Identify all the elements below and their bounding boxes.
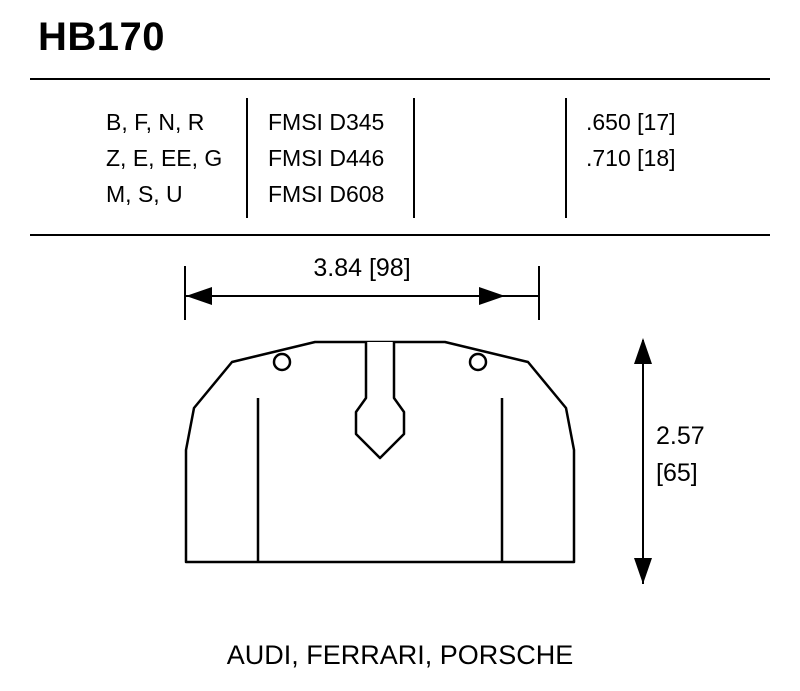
fmsi-row: FMSI D345 bbox=[268, 109, 385, 135]
fmsi-row: FMSI D608 bbox=[268, 181, 385, 207]
divider-bottom bbox=[30, 234, 770, 236]
extension-line-right bbox=[538, 266, 540, 320]
arrow-down-icon bbox=[634, 558, 652, 584]
table-divider-1 bbox=[246, 98, 248, 218]
spec-table bbox=[30, 86, 770, 228]
mounting-hole-right bbox=[470, 354, 486, 370]
part-number: HB170 bbox=[38, 15, 166, 59]
compound-code-row: B, F, N, R bbox=[106, 109, 205, 135]
brake-pad-outline-drawing bbox=[170, 330, 590, 595]
dimension-line-vertical bbox=[642, 340, 644, 584]
height-dimension-label bbox=[656, 418, 705, 492]
height-dimension bbox=[600, 330, 720, 590]
width-dimension-label: 3.84 [98] bbox=[313, 254, 411, 282]
arrow-right-icon bbox=[479, 287, 505, 305]
mounting-hole-left bbox=[274, 354, 290, 370]
thickness-column bbox=[586, 104, 676, 176]
width-dimension bbox=[152, 254, 572, 314]
height-dimension-label-mm: [65] bbox=[656, 459, 698, 487]
thickness-row: .710 [18] bbox=[586, 145, 676, 171]
height-dimension-label-inches: 2.57 bbox=[656, 422, 705, 450]
compound-codes-column bbox=[106, 104, 222, 212]
arrow-up-icon bbox=[634, 338, 652, 364]
fmsi-row: FMSI D446 bbox=[268, 145, 385, 171]
arrow-left-icon bbox=[186, 287, 212, 305]
table-divider-2 bbox=[413, 98, 415, 218]
table-divider-3 bbox=[565, 98, 567, 218]
vehicle-applications: AUDI, FERRARI, PORSCHE bbox=[226, 640, 574, 670]
divider-top bbox=[30, 78, 770, 80]
fmsi-column bbox=[268, 104, 384, 212]
thickness-row: .650 [17] bbox=[586, 109, 676, 135]
compound-code-row: Z, E, EE, G bbox=[106, 145, 223, 171]
compound-code-row: M, S, U bbox=[106, 181, 183, 207]
